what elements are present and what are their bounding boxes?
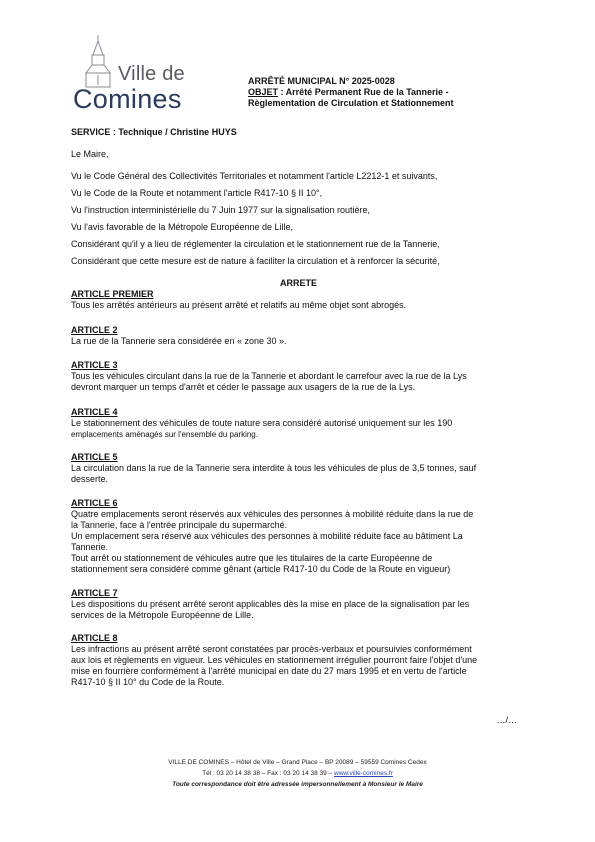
article-6 <box>71 498 526 575</box>
objet-text: : Arrêté Permanent Rue de la Tannerie - <box>278 87 449 97</box>
article-premier <box>71 289 526 311</box>
footer-note: Toute correspondance doit être adressée impersonnellement à Monsieur le Maire <box>172 781 423 788</box>
article-line: emplacements aménagés sur l'ensemble du parking. <box>71 430 258 439</box>
article-line: La circulation dans la rue de la Tannerie sera interdite à tous les véhicules de plus de 3,5 tonnes, sauf <box>71 463 477 473</box>
arrete-header <box>248 76 454 109</box>
article-line: aux lois et règlements en vigueur. Les véhicules en stationnement irrégulier pourront faire l'objet d'une <box>71 655 478 665</box>
article-7 <box>71 588 526 621</box>
church-tower-icon <box>86 35 110 87</box>
article-title: ARTICLE 8 <box>71 633 118 643</box>
article-title: ARTICLE 6 <box>71 498 118 508</box>
continuation-mark: …/… <box>496 715 517 725</box>
article-title: ARTICLE 3 <box>71 360 118 370</box>
article-line: Tannerie. <box>71 542 109 552</box>
service-line: SERVICE : Technique / Christine HUYS <box>71 127 237 137</box>
visa-1: Vu le Code Général des Collectivités Territoriales et notamment l'article L2212-1 et suivants, <box>71 171 438 181</box>
footer-address: VILLE DE COMINES – Hôtel de Ville – Grand Place – BP 20089 – 59559 Comines Cedex <box>168 759 427 766</box>
article-line: stationnement sera considéré comme gênant (article R417-10 du Code de la Route en vigueur) <box>71 564 451 574</box>
footer-contact <box>0 768 595 779</box>
visa-5: Considérant qu'il y a lieu de réglementer la circulation et le stationnement rue de la Tannerie, <box>71 239 440 249</box>
article-4 <box>71 407 526 440</box>
arrete-title: ARRETE <box>279 278 317 288</box>
article-title: ARTICLE 2 <box>71 325 118 335</box>
visa-2: Vu le Code de la Route et notamment l'article R417-10 § II 10°, <box>71 188 323 198</box>
article-5 <box>71 452 526 485</box>
article-line: services de la Métropole Européenne de Lille. <box>71 610 254 620</box>
article-title: ARTICLE PREMIER <box>71 289 154 299</box>
arrete-number: ARRÊTÉ MUNICIPAL N° 2025-0028 <box>248 76 395 86</box>
article-title: ARTICLE 7 <box>71 588 118 598</box>
article-line: Le stationnement des véhicules de toute nature sera considéré autorisé uniquement sur les 190 <box>71 418 453 428</box>
article-2 <box>71 325 526 347</box>
visa-4: Vu l'avis favorable de la Métropole Européenne de Lille, <box>71 222 294 232</box>
article-8 <box>71 633 526 688</box>
article-line: Quatre emplacements seront réservés aux véhicules des personnes à mobilité réduite dans la rue de <box>71 509 474 519</box>
objet-line2: Règlementation de Circulation et Stationnement <box>248 98 454 108</box>
logo-ville-text: Ville de <box>118 63 185 85</box>
visa-6: Considérant que cette mesure est de nature à faciliter la circulation et à renforcer la sécurité, <box>71 256 440 266</box>
article-line: Tout arrêt ou stationnement de véhicules autre que les titulaires de la carte Européenne de <box>71 553 433 563</box>
article-line: La rue de la Tannerie sera considérée en « zone 30 ». <box>71 336 287 346</box>
article-line: desserte. <box>71 474 109 484</box>
article-line: R417-10 § II 10° du Code de la Route. <box>71 677 225 687</box>
website-link[interactable]: www.ville-comines.fr <box>334 770 393 777</box>
objet-label: OBJET <box>248 87 279 97</box>
article-title: ARTICLE 4 <box>71 407 118 417</box>
logo-comines-text: Comines <box>73 84 182 114</box>
visa-3: Vu l'instruction interministérielle du 7 Juin 1977 sur la signalisation routière, <box>71 205 371 215</box>
article-title: ARTICLE 5 <box>71 452 118 462</box>
article-line: Un emplacement sera réservé aux véhicules des personnes à mobilité réduite face au bâtiment La <box>71 531 463 541</box>
article-line: Tous les arrêtés antérieurs au présent arrêté et relatifs au même objet sont abrogés. <box>71 300 407 310</box>
article-3 <box>71 360 526 393</box>
article-line: devront marquer un temps d'arrêt et céder le passage aux usagers de la rue de la Lys. <box>71 382 416 392</box>
article-line: Les dispositions du présent arrêté seront applicables dès la mise en place de la signalisation par les <box>71 599 470 609</box>
article-line: mise en fourrière conformément à l'arrêté municipal en date du 27 mars 1995 et en vertu de l'article <box>71 666 467 676</box>
article-line: Les infractions au présent arrêté seront constatées par procès-verbaux et poursuivies conformément <box>71 644 472 654</box>
footer-phone: Tél : 03 20 14 38 38 – Fax : 03 20 14 38 39 – <box>202 770 335 777</box>
article-line: Tous les véhicules circulant dans la rue de la Tannerie et abordant le carrefour avec la rue de la Lys <box>71 371 467 381</box>
maire-line: Le Maire, <box>71 149 109 159</box>
article-line: la Tannerie, face à l'entrée principale du supermarché. <box>71 520 288 530</box>
